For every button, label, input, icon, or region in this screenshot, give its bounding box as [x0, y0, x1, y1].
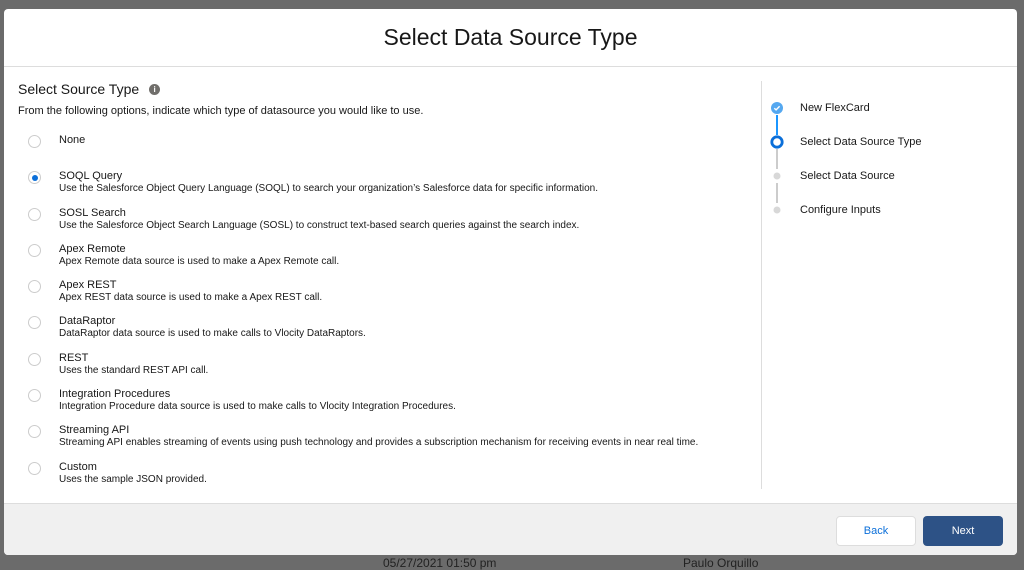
option-label: SOQL Query [59, 170, 123, 183]
step-marker-icon [770, 102, 784, 114]
background-date: 05/27/2021 01:50 pm [383, 556, 497, 570]
radio-option[interactable] [18, 170, 758, 206]
option-description: Apex REST data source is used to make a Apex REST call. [59, 292, 323, 304]
option-description: Use the Salesforce Object Query Language (SOQL) to search your organization’s Salesforce data for specific information. [59, 183, 598, 195]
option-description: Use the Salesforce Object Search Language (SOSL) to construct text-based search queries against the search index. [59, 219, 580, 231]
select-data-source-modal [4, 9, 1017, 555]
progress-steps [770, 91, 921, 227]
next-button[interactable]: Next [923, 516, 1003, 546]
radio-option[interactable] [18, 352, 758, 388]
step-label: New FlexCard [800, 102, 870, 114]
radio-button[interactable] [28, 208, 41, 221]
option-description: Uses the standard REST API call. [59, 364, 209, 376]
radio-option[interactable] [18, 424, 758, 460]
option-description: Uses the sample JSON provided. [59, 473, 207, 485]
source-type-section [18, 81, 758, 497]
option-description: DataRaptor data source is used to make calls to Vlocity DataRaptors. [59, 328, 366, 340]
radio-option[interactable] [18, 315, 758, 351]
radio-option[interactable] [18, 461, 758, 497]
option-description: Streaming API enables streaming of events using push technology and provides a subscription mechanism for receiving events in near real time. [59, 437, 699, 449]
info-icon[interactable]: i [149, 84, 160, 95]
progress-step [770, 91, 921, 125]
option-label: REST [59, 351, 89, 364]
step-label: Select Data Source [800, 170, 895, 182]
radio-option[interactable] [18, 134, 758, 170]
modal-footer [4, 503, 1017, 555]
pending-step-icon [773, 206, 781, 214]
step-marker-icon [770, 135, 784, 149]
pending-step-icon [773, 172, 781, 180]
divider [761, 81, 762, 489]
radio-button[interactable] [28, 389, 41, 402]
back-button[interactable]: Back [836, 516, 916, 546]
option-label: SOSL Search [59, 206, 126, 219]
option-label: Custom [59, 460, 97, 473]
option-label: Apex Remote [59, 242, 126, 255]
radio-option[interactable] [18, 243, 758, 279]
radio-button[interactable] [28, 244, 41, 257]
radio-button[interactable] [28, 171, 41, 184]
step-label: Configure Inputs [800, 204, 881, 216]
radio-button[interactable] [28, 316, 41, 329]
option-description: Integration Procedure data source is used to make calls to Vlocity Integration Procedures. [59, 401, 456, 413]
source-options [18, 134, 758, 497]
section-title: Select Source Type [18, 81, 140, 97]
option-description: Apex Remote data source is used to make a Apex Remote call. [59, 255, 340, 267]
radio-button[interactable] [28, 425, 41, 438]
radio-button[interactable] [28, 462, 41, 475]
option-label: Streaming API [59, 424, 130, 437]
radio-button[interactable] [28, 135, 41, 148]
check-circle-icon [771, 102, 783, 114]
radio-button[interactable] [28, 280, 41, 293]
radio-option[interactable] [18, 207, 758, 243]
progress-step [770, 193, 921, 227]
option-label: Apex REST [59, 279, 117, 292]
radio-option[interactable] [18, 388, 758, 424]
option-label: Integration Procedures [59, 388, 171, 401]
current-step-icon [770, 135, 784, 149]
progress-step [770, 125, 921, 159]
step-marker-icon [770, 206, 784, 214]
option-label: DataRaptor [59, 315, 116, 328]
option-label: None [59, 134, 86, 146]
radio-option[interactable] [18, 279, 758, 315]
step-marker-icon [770, 172, 784, 180]
progress-step [770, 159, 921, 193]
background-user: Paulo Orquillo [683, 556, 759, 570]
radio-button[interactable] [28, 353, 41, 366]
modal-title: Select Data Source Type [4, 9, 1017, 67]
section-intro: From the following options, indicate which type of datasource you would like to use. [18, 105, 424, 117]
step-label: Select Data Source Type [800, 136, 922, 148]
